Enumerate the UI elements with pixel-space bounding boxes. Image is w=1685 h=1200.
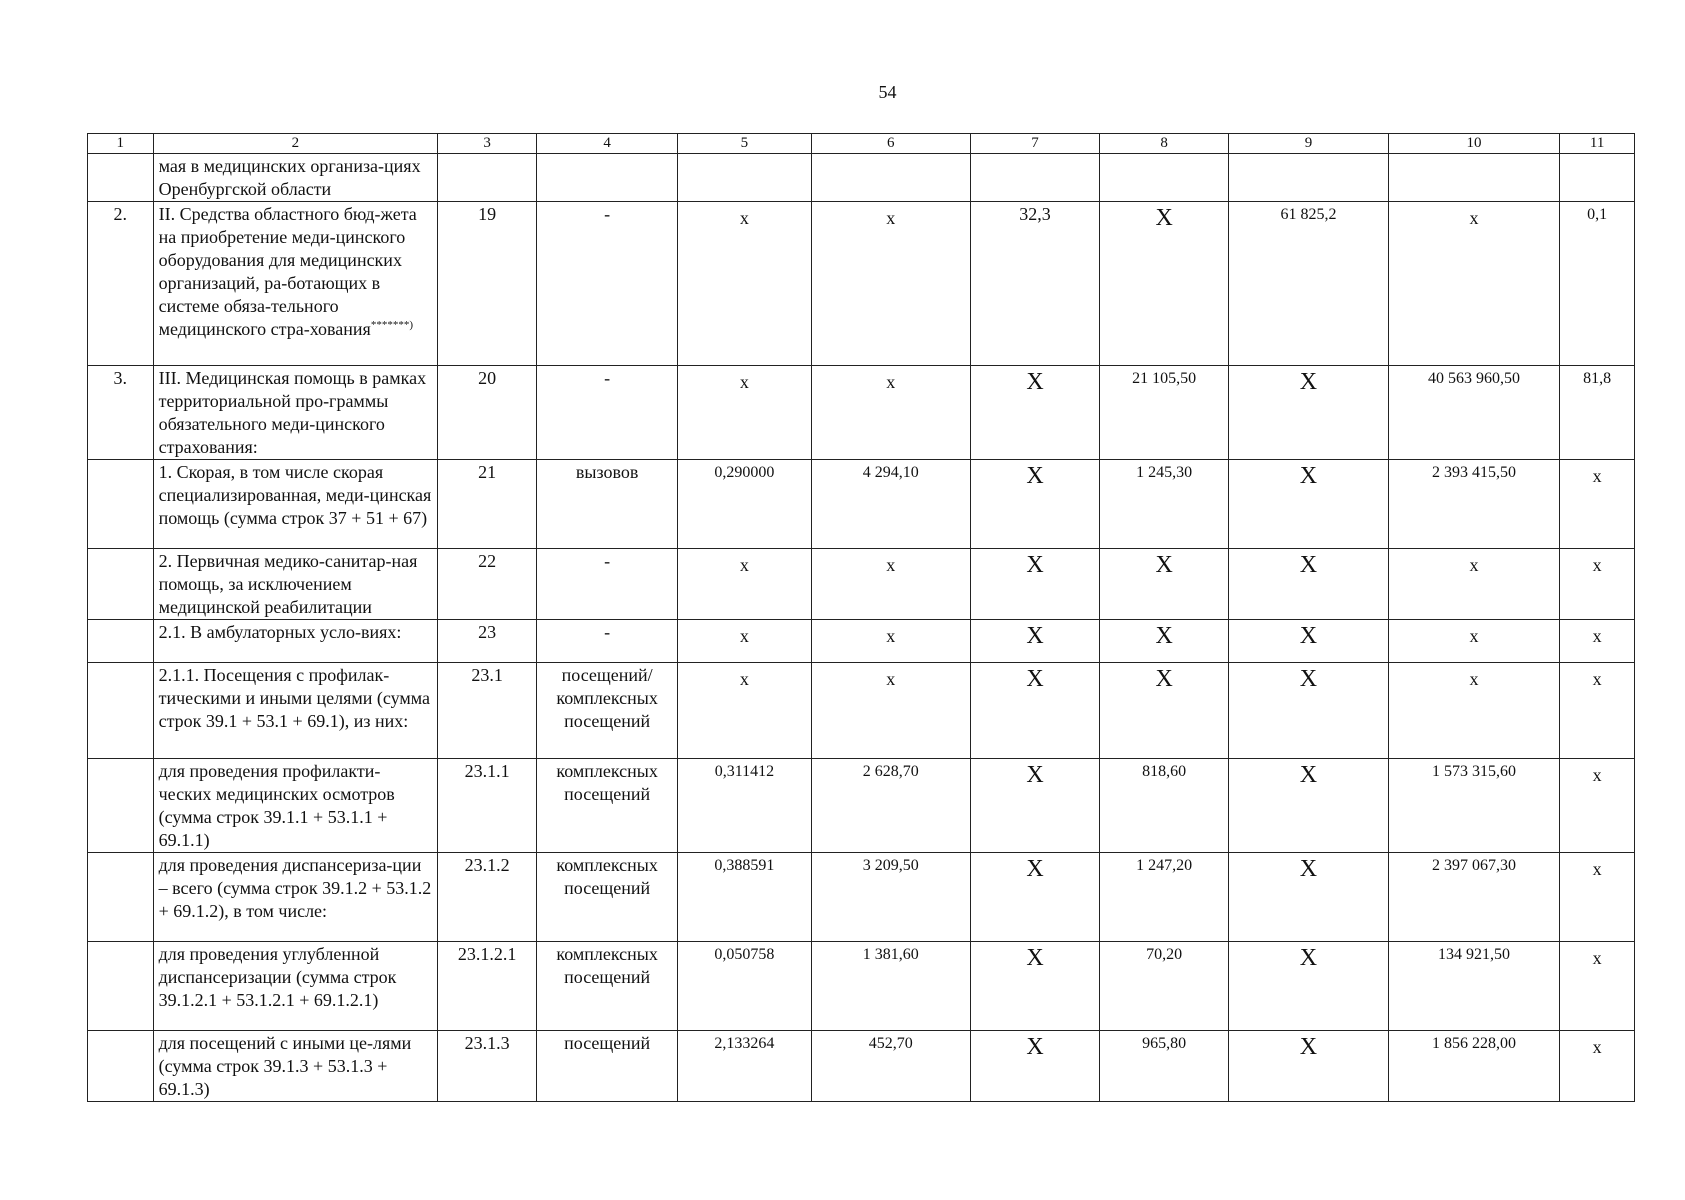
cell-col-9: X [1229, 620, 1388, 663]
cell-col-4: посещений/ комплексных посещений [537, 663, 678, 759]
cell-col-7: X [970, 620, 1099, 663]
cell-col-8 [1100, 154, 1229, 202]
cell-col-4: посещений [537, 1031, 678, 1102]
cell-col-9: X [1229, 663, 1388, 759]
row-label: для проведения диспансериза-ции – всего (сумма строк 39.1.2 + 53.1.2 + 69.1.2), в том числе: [158, 855, 432, 921]
cell-col-8: 965,80 [1100, 1031, 1229, 1102]
cell-col-4: - [537, 620, 678, 663]
cell-col-8: 1 245,30 [1100, 460, 1229, 549]
cell-col-2 [153, 942, 438, 1031]
cell-col-5 [678, 154, 811, 202]
cell-col-7: X [970, 460, 1099, 549]
financing-table [87, 133, 1635, 1102]
cell-col-8: 818,60 [1100, 759, 1229, 853]
cell-col-11: x [1560, 663, 1635, 759]
cell-col-11: x [1560, 549, 1635, 620]
cell-col-5: 0,290000 [678, 460, 811, 549]
cell-col-1: 3. [88, 366, 154, 460]
cell-col-5: 0,388591 [678, 853, 811, 942]
cell-col-8: 70,20 [1100, 942, 1229, 1031]
cell-col-6: x [811, 366, 970, 460]
cell-col-8: X [1100, 663, 1229, 759]
page-number: 54 [878, 82, 897, 102]
cell-col-4: комплексных посещений [537, 853, 678, 942]
cell-col-1: 2. [88, 202, 154, 366]
col-num: 6 [811, 134, 970, 154]
cell-col-5: 0,311412 [678, 759, 811, 853]
table-row [88, 202, 1635, 366]
cell-col-1 [88, 1031, 154, 1102]
cell-col-11 [1560, 154, 1635, 202]
cell-col-1 [88, 663, 154, 759]
table-row [88, 154, 1635, 202]
cell-col-6: x [811, 549, 970, 620]
cell-col-9: 61 825,2 [1229, 202, 1388, 366]
cell-col-9: X [1229, 853, 1388, 942]
cell-col-10: 2 397 067,30 [1388, 853, 1560, 942]
cell-col-11: x [1560, 620, 1635, 663]
cell-col-3: 23.1.2.1 [438, 942, 537, 1031]
cell-col-2 [153, 460, 438, 549]
cell-col-5: x [678, 663, 811, 759]
cell-col-11: 81,8 [1560, 366, 1635, 460]
cell-col-7: X [970, 366, 1099, 460]
row-label: III. Медицинская помощь в рамках территориальной про-граммы обязательного меди-цинского страхования: [158, 368, 427, 457]
cell-col-8: 1 247,20 [1100, 853, 1229, 942]
cell-col-3: 23.1.3 [438, 1031, 537, 1102]
table-row [88, 1031, 1635, 1102]
cell-col-7: X [970, 759, 1099, 853]
cell-col-9: X [1229, 759, 1388, 853]
cell-col-3: 20 [438, 366, 537, 460]
col-num: 8 [1100, 134, 1229, 154]
cell-col-9: X [1229, 460, 1388, 549]
cell-col-2 [153, 620, 438, 663]
cell-col-3: 23 [438, 620, 537, 663]
cell-col-10: x [1388, 620, 1560, 663]
row-label: для проведения профилакти-ческих медицинских осмотров (сумма строк 39.1.1 + 53.1.1 + 69.1.1) [158, 761, 395, 850]
cell-col-2 [153, 759, 438, 853]
col-num: 11 [1560, 134, 1635, 154]
row-label: для посещений с иными це-лями (сумма строк 39.1.3 + 53.1.3 + 69.1.3) [158, 1033, 412, 1099]
cell-col-6: x [811, 620, 970, 663]
cell-col-10: 2 393 415,50 [1388, 460, 1560, 549]
cell-col-2 [153, 853, 438, 942]
cell-col-8: X [1100, 620, 1229, 663]
cell-col-8: X [1100, 202, 1229, 366]
cell-col-11: x [1560, 942, 1635, 1031]
cell-col-7: X [970, 663, 1099, 759]
cell-col-1 [88, 942, 154, 1031]
cell-col-2 [153, 549, 438, 620]
cell-col-8: 21 105,50 [1100, 366, 1229, 460]
cell-col-11: x [1560, 853, 1635, 942]
row-label: 2.1.1. Посещения с профилак-тическими и иными целями (сумма строк 39.1 + 53.1 + 69.1), из них: [158, 665, 431, 731]
row-label: 1. Скорая, в том числе скорая специализированная, меди-цинская помощь (сумма строк 37 + 51 + 67) [158, 462, 432, 528]
cell-col-4 [537, 154, 678, 202]
cell-col-1 [88, 460, 154, 549]
table-row [88, 759, 1635, 853]
cell-col-2 [153, 1031, 438, 1102]
cell-col-11: 0,1 [1560, 202, 1635, 366]
table-row [88, 853, 1635, 942]
cell-col-7: X [970, 549, 1099, 620]
cell-col-10: 1 573 315,60 [1388, 759, 1560, 853]
cell-col-7: 32,3 [970, 202, 1099, 366]
cell-col-6: 1 381,60 [811, 942, 970, 1031]
cell-col-7: X [970, 1031, 1099, 1102]
cell-col-8: X [1100, 549, 1229, 620]
cell-col-7: X [970, 942, 1099, 1031]
cell-col-9 [1229, 154, 1388, 202]
cell-col-6 [811, 154, 970, 202]
cell-col-3 [438, 154, 537, 202]
cell-col-2 [153, 202, 438, 366]
cell-col-3: 23.1.2 [438, 853, 537, 942]
cell-col-10: 40 563 960,50 [1388, 366, 1560, 460]
col-num: 7 [970, 134, 1099, 154]
cell-col-10: x [1388, 202, 1560, 366]
cell-col-5: x [678, 366, 811, 460]
cell-col-6: 3 209,50 [811, 853, 970, 942]
cell-col-9: X [1229, 549, 1388, 620]
cell-col-4: - [537, 549, 678, 620]
cell-col-4: - [537, 366, 678, 460]
table-row [88, 549, 1635, 620]
cell-col-6: 4 294,10 [811, 460, 970, 549]
cell-col-10: x [1388, 663, 1560, 759]
col-num: 9 [1229, 134, 1388, 154]
col-num: 10 [1388, 134, 1560, 154]
cell-col-11: x [1560, 759, 1635, 853]
table-row [88, 942, 1635, 1031]
cell-col-4: вызовов [537, 460, 678, 549]
row-label: мая в медицинских организа-циях Оренбургской области [158, 156, 421, 199]
cell-col-5: x [678, 549, 811, 620]
cell-col-7: X [970, 853, 1099, 942]
cell-col-5: 2,133264 [678, 1031, 811, 1102]
row-label: II. Средства областного бюд-жета на приобретение меди-цинского оборудования для медицинских организаций, ра-ботающих в системе обяза-тельного медицинского стра-хования [158, 204, 417, 339]
cell-col-3: 19 [438, 202, 537, 366]
cell-col-2 [153, 154, 438, 202]
cell-col-6: x [811, 202, 970, 366]
table-row [88, 663, 1635, 759]
cell-col-2 [153, 663, 438, 759]
cell-col-5: x [678, 620, 811, 663]
row-label: 2. Первичная медико-санитар-ная помощь, за исключением медицинской реабилитации [158, 551, 418, 617]
cell-col-3: 22 [438, 549, 537, 620]
cell-col-6: 452,70 [811, 1031, 970, 1102]
cell-col-3: 21 [438, 460, 537, 549]
cell-col-6: 2 628,70 [811, 759, 970, 853]
cell-col-5: x [678, 202, 811, 366]
cell-col-9: X [1229, 942, 1388, 1031]
row-label: для проведения углубленной диспансеризации (сумма строк 39.1.2.1 + 53.1.2.1 + 69.1.2.1) [158, 944, 397, 1010]
table-row [88, 366, 1635, 460]
cell-col-10: 1 856 228,00 [1388, 1031, 1560, 1102]
cell-col-10 [1388, 154, 1560, 202]
cell-col-1 [88, 620, 154, 663]
col-num: 4 [537, 134, 678, 154]
table-row [88, 460, 1635, 549]
cell-col-2 [153, 366, 438, 460]
cell-col-1 [88, 549, 154, 620]
cell-col-3: 23.1.1 [438, 759, 537, 853]
cell-col-7 [970, 154, 1099, 202]
row-label: 2.1. В амбулаторных усло-виях: [158, 622, 402, 642]
cell-col-9: X [1229, 1031, 1388, 1102]
table-row [88, 620, 1635, 663]
cell-col-3: 23.1 [438, 663, 537, 759]
column-number-row [88, 134, 1635, 154]
cell-col-6: x [811, 663, 970, 759]
footnote-mark: *******) [370, 319, 414, 331]
cell-col-11: x [1560, 460, 1635, 549]
cell-col-1 [88, 853, 154, 942]
cell-col-1 [88, 154, 154, 202]
cell-col-4: комплексных посещений [537, 759, 678, 853]
col-num: 5 [678, 134, 811, 154]
cell-col-11: x [1560, 1031, 1635, 1102]
cell-col-5: 0,050758 [678, 942, 811, 1031]
cell-col-1 [88, 759, 154, 853]
col-num: 3 [438, 134, 537, 154]
cell-col-10: 134 921,50 [1388, 942, 1560, 1031]
cell-col-4: комплексных посещений [537, 942, 678, 1031]
cell-col-10: x [1388, 549, 1560, 620]
col-num: 2 [153, 134, 438, 154]
col-num: 1 [88, 134, 154, 154]
cell-col-9: X [1229, 366, 1388, 460]
cell-col-4: - [537, 202, 678, 366]
